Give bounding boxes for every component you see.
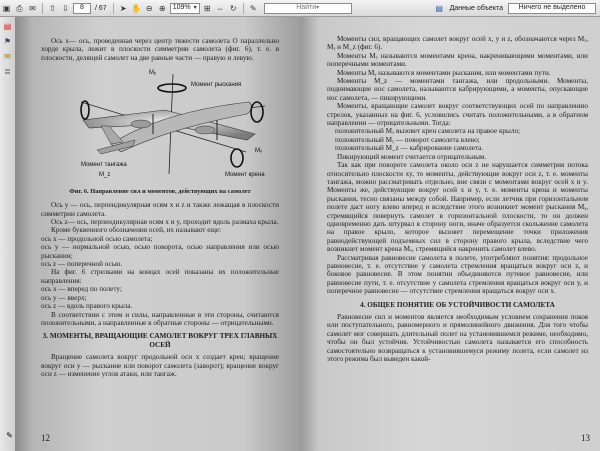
paragraph: ось z — поперечной осью. (41, 260, 123, 269)
rotate-icon[interactable]: ↻ (229, 3, 237, 13)
paragraph: Ось x— ось, проведенная через центр тяжести самолета O параллельно хорде крыла, лежит в плоскости симметрии самолета (фиг. 6), т. е. в плоскости, делящей самолет на две равные части — правую и левую. (41, 37, 279, 62)
left-page (15, 17, 301, 451)
paragraph: положительный Mₓ вызовет крен самолета на правое крыло; (335, 127, 521, 136)
find-input[interactable] (264, 3, 352, 14)
zoom-in-icon[interactable]: ⊕ (158, 3, 166, 13)
layers-icon[interactable]: ≣ (4, 67, 11, 76)
comments-icon[interactable]: ✎ (6, 431, 13, 440)
paragraph: Моменты Mₓ называются моментами крена, накренивающими моментами, или поперечными моментами. (327, 51, 588, 69)
paragraph: Кроме буквенного обозначения осей, их называют еще: (51, 226, 222, 235)
paragraph: Ось z— ось, перпендикулярная осям x и y, проходит вдоль размаха крыла. (51, 218, 279, 227)
airplane-illustration (41, 68, 279, 186)
page-number: 13 (581, 433, 590, 443)
selection-status-field: Ничего не выделено (508, 3, 596, 14)
figure-label-mx: Mₓ (255, 148, 262, 155)
mail-icon[interactable]: ✉ (29, 3, 36, 13)
paragraph: В соответствии с этим и силы, направленные в эти стороны, считаются положительными, а направленные в обратные стороны — отрицательными. (41, 310, 279, 327)
print-icon[interactable]: ⎙ (16, 3, 23, 13)
paragraph: Моменты, вращающие самолет вокруг соответствующих осей по направлению стрелок, указанных на фиг. 6, условились считать положительными, а в обратном направлении — отрицательными. Тогда: (327, 102, 588, 128)
paragraph: Моменты Mᵧ называются моментами рыскания, или моментами пути. (337, 68, 551, 77)
object-data-button[interactable]: Данные объекта (449, 4, 503, 12)
paragraph: положительный Mᵧ — поворот самолета влево; (335, 135, 480, 144)
page-total: / 67 (95, 4, 107, 12)
figure-label-yaw: Момент рыскания (191, 82, 242, 89)
paragraph: Моменты сил, вращающих самолет вокруг осей x, y и z, обозначаются через Mₓ, Mᵧ и M_z (фиг. 6). (327, 35, 588, 52)
fit-width-icon[interactable]: ⇔ (216, 3, 225, 13)
paragraph: ось y — нормальной осью, осью поворота, осью направления или осью рыскания; (41, 243, 279, 260)
figure-caption: Фиг. 6. Направление сил и моментов, действующих на самолет (69, 188, 251, 196)
hand-tool-icon[interactable]: ✋ (131, 3, 142, 13)
paragraph: ось x — продольной осью самолета; (41, 234, 153, 243)
next-page-icon[interactable]: ⇩ (62, 3, 69, 13)
pages-icon[interactable]: ▤ (3, 22, 12, 31)
paragraph: Пикирующий момент считается отрицательным. (337, 152, 487, 161)
object-data-icon: ▤ (435, 3, 443, 13)
figure-label-mz: M_z (99, 172, 111, 179)
annotate-icon[interactable]: ✎ (249, 3, 257, 13)
paragraph: Ось y — ось, перпендикулярная осям x и z и также лежащая в плоскости симметрии самолета. (41, 201, 279, 218)
paragraph: ось z — вдоль правого крыла. (41, 302, 133, 311)
page-number-input[interactable]: 8 (73, 3, 91, 14)
toolbar-divider (113, 3, 114, 14)
figure-label-pitch: Момент тангажа (81, 162, 127, 169)
chevron-down-icon: ▾ (316, 5, 320, 11)
chevron-down-icon: ▾ (193, 5, 197, 11)
figure-label-my: Mᵧ (149, 70, 156, 77)
paragraph: Вращение самолета вокруг продольной оси x создает крен; вращение вокруг оси y — рыскание или поворот самолета (заворот); вращение вокруг оси z — изменение углов атаки, или тангаж. (41, 353, 279, 378)
zoom-select[interactable] (170, 3, 200, 14)
toolbar-divider (42, 3, 43, 14)
section-heading: 3. МОМЕНТЫ, ВРАЩАЮЩИЕ САМОЛЕТ ВОКРУГ ТРЕХ ГЛАВНЫХ ОСЕЙ (42, 332, 278, 349)
page-number: 12 (41, 433, 50, 443)
section-heading: 4. ОБЩЕЕ ПОНЯТИЕ ОБ УСТОЙЧИВОСТИ САМОЛЕТА (360, 300, 555, 309)
save-icon[interactable]: ▣ (2, 3, 11, 13)
paragraph: Равновесие сил и моментов является необходимым условием сохранения покоя или поступательного, равномерного и прямолинейного движения. Для того чтобы самолет мог совершать длительный полет на установившемся режиме, необходимо, чтобы он был устойчив. Устойчивостью самолета называется его способность самостоятельно возвращаться к установившемуся режиму полета, если самолет из этого режима был выведен какой- (327, 313, 588, 364)
airplane-figure (41, 68, 279, 186)
find-placeholder: Найти (296, 4, 317, 11)
toolbar (0, 0, 600, 17)
paragraph: ось y — вверх; (41, 293, 87, 302)
paragraph: Моменты M_z — моментами тангажа, или продольными. Моменты, поднимающие нос самолета, называются кабрирующими, а моменты, опускающие нос самолета, — пикирующими. (327, 77, 588, 102)
bookmarks-icon[interactable]: ⚑ (3, 37, 12, 46)
paragraph: Рассматривая равновесие самолета в полете, употребляют понятия: продольное равновесие, т. е. отсутствие у самолета стремления вращаться вокруг оси z, и боковое равновесие. В этом понятии объединяются путевое равновесие, или равновесие пути, т. е. отсутствие у самолета стремления вращаться вокруг оси y, и поперечное равновесие — отсутствие стремления вращаться вокруг оси x. (327, 253, 588, 296)
right-page (301, 17, 600, 451)
select-tool-icon[interactable]: ➤ (119, 3, 127, 13)
paragraph: ось x — вперед по полету; (41, 285, 122, 294)
toolbar-divider (243, 3, 244, 14)
navigation-sidebar (0, 17, 16, 451)
zoom-out-icon[interactable]: ⊖ (145, 3, 153, 13)
paragraph: На фиг. 6 стрелками на концах осей показаны их положительные направления: (41, 268, 279, 285)
zoom-value: 109% (172, 4, 191, 11)
paragraph: положительный M_z — кабрирование самолета. (335, 144, 484, 153)
fit-page-icon[interactable]: ⊞ (203, 3, 211, 13)
paragraph: Так как при повороте самолета около оси z не нарушается симметрия потока относительно плоскости xy, то моменты, действующие вокруг оси z, т. е. моменты тангажа, можно рассматривать отдельно, вне связи с моментами вокруг осей x и y. Моменты же, действующие вокруг осей x и y, т. е. моменты крена и моменты рыскания, тесно связаны между собой. Например, если летчик при горизонтальном полете даст ногу влево вперед и вследствие этого возникнет момент рыскания Mᵧ, стремящийся повернуть самолет в горизонтальной плоскости, то он должен одновременно дать штурвал в сторону ноги, иначе образуется скольжение самолета на правое крыло, которое вызовет перемещение точки приложения равнодействующей подъемных сил в сторону правого крыла, вследствие чего возникнет момент крена Mₓ, стремящийся накренить самолет влево. (327, 161, 588, 254)
figure-label-roll: Момент крена (225, 172, 265, 179)
previous-page-icon[interactable]: ⇧ (49, 3, 56, 13)
attachments-icon[interactable]: ✉ (4, 52, 11, 61)
